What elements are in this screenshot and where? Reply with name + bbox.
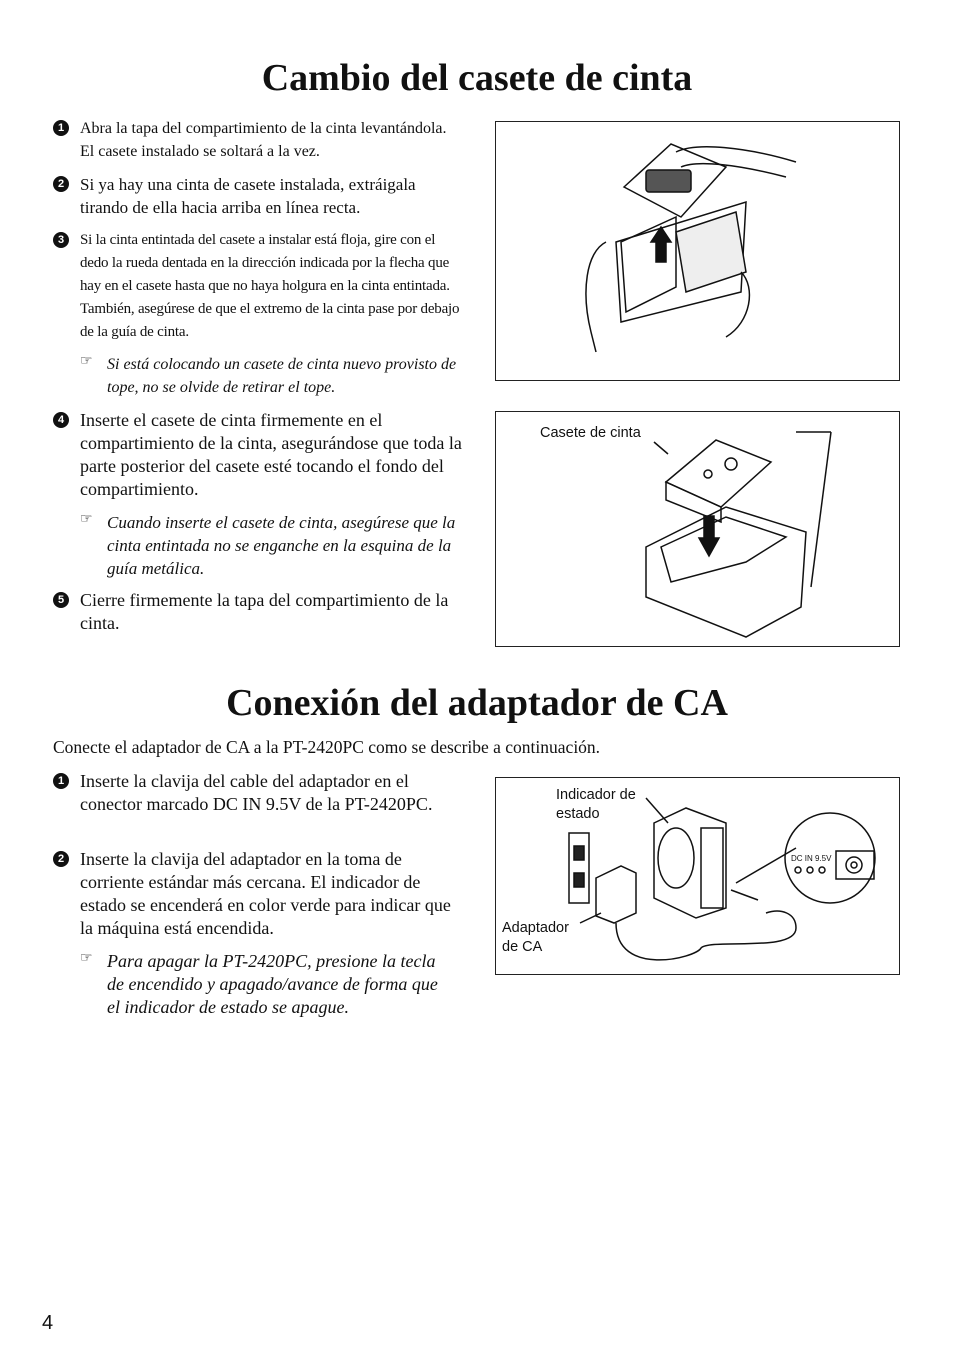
figure-adapter-connection	[495, 777, 900, 975]
label-status-indicator: Indicador de estado	[556, 787, 636, 822]
step-number: 1	[53, 120, 69, 136]
step-number: 4	[53, 412, 69, 428]
step-number: 1	[53, 773, 69, 789]
cassette-insert-illustration	[496, 412, 899, 646]
label-casete: Casete de cinta	[540, 425, 641, 441]
note-text: Para apagar la PT-2420PC, presione la tecla de encendido y apagado/avance de forma que el indicador de estado se apague.	[107, 951, 438, 1017]
label-adapter: Adaptador de CA	[502, 920, 569, 955]
note-text: Si está colocando un casete de cinta nuevo provisto de tope, no se olvide de retirar el tope.	[107, 356, 457, 396]
step-text: Abra la tapa del compartimiento de la cinta levantándola. El casete instalado se soltará a la vez.	[80, 120, 447, 160]
step-number: 2	[53, 176, 69, 192]
step-text: Inserte la clavija del adaptador en la toma de corriente estándar más cercana. El indicador de estado se encenderá en color verde para indicar que la máquina está encendida.	[80, 849, 451, 938]
step-text: Si ya hay una cinta de casete instalada, extráigala tirando de ella hacia arriba en línea recta.	[80, 175, 416, 217]
adapter-note	[80, 950, 452, 1019]
pointing-hand-icon: ☞	[80, 950, 93, 966]
section-title-adapter: Conexión del adaptador de CA	[226, 682, 728, 724]
step-5	[53, 589, 463, 635]
pointing-hand-icon: ☞	[80, 353, 93, 369]
step-number: 3	[53, 232, 69, 248]
step-number: 5	[53, 592, 69, 608]
printer-open-illustration	[496, 122, 899, 380]
page-number: 4	[42, 1312, 54, 1334]
adapter-step-2	[53, 848, 463, 940]
figure-insert-cassette	[495, 411, 900, 647]
step-text: Inserte la clavija del cable del adaptador en el conector marcado DC IN 9.5V de la PT-2420PC.	[80, 771, 433, 814]
adapter-step-1	[53, 770, 453, 816]
step-text: Inserte el casete de cinta firmemente en el compartimiento de la cinta, asegurándose que toda la parte posterior del casete esté tocando el fondo del compartimiento.	[80, 410, 462, 499]
step-1	[53, 117, 463, 163]
note-1	[80, 353, 460, 399]
intro-text: Conecte el adaptador de CA a la PT-2420PC como se describe a continuación.	[53, 737, 601, 757]
note-text: Cuando inserte el casete de cinta, asegúrese que la cinta entintada no se enganche en la esquina de la guía metálica.	[107, 513, 456, 578]
section-title-cassette: Cambio del casete de cinta	[261, 57, 693, 99]
note-2	[80, 511, 460, 580]
label-dc-in: DC IN 9.5V	[791, 854, 832, 863]
step-3	[53, 229, 463, 344]
step-2	[53, 173, 463, 219]
step-text: Si la cinta entintada del casete a instalar está floja, gire con el dedo la rueda dentada en la dirección indicada por la flecha que hay en el casete hasta que no haya holgura en la cinta entintada. También, asegúrese de que el extremo de la cinta pase por debajo de la guía de cinta.	[80, 232, 460, 340]
figure-open-cover	[495, 121, 900, 381]
step-text: Cierre firmemente la tapa del compartimiento de la cinta.	[80, 590, 449, 633]
step-4	[53, 409, 463, 501]
step-number: 2	[53, 851, 69, 867]
pointing-hand-icon: ☞	[80, 511, 93, 527]
